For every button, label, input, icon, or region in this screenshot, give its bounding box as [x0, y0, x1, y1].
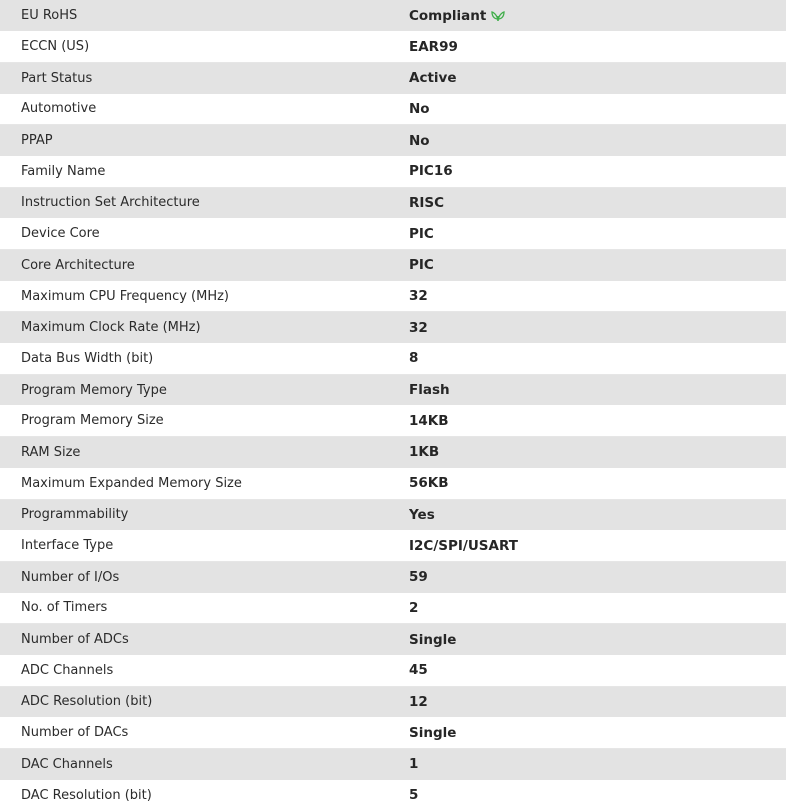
spec-value: 1 — [409, 756, 419, 773]
spec-value-cell — [409, 250, 786, 281]
spec-value: 56KB — [409, 475, 449, 492]
spec-label: Interface Type — [21, 538, 114, 554]
spec-label: Maximum Clock Rate (MHz) — [21, 320, 201, 336]
spec-label: RAM Size — [21, 444, 81, 460]
spec-value: PIC — [409, 257, 434, 274]
spec-row — [0, 561, 786, 592]
leaf-icon — [491, 10, 505, 22]
spec-value-cell — [409, 499, 786, 530]
spec-label: Data Bus Width (bit) — [21, 350, 154, 366]
spec-label: Programmability — [21, 507, 129, 523]
spec-row — [0, 749, 786, 780]
spec-row — [0, 94, 786, 125]
spec-row — [0, 593, 786, 624]
spec-value: RISC — [409, 194, 445, 211]
spec-value: Single — [409, 631, 457, 648]
spec-row — [0, 717, 786, 748]
spec-label: ADC Channels — [21, 662, 114, 678]
spec-value-cell — [409, 343, 786, 374]
spec-label: Core Architecture — [21, 257, 135, 273]
spec-row — [0, 250, 786, 281]
spec-value: I2C/SPI/USART — [409, 537, 518, 554]
spec-label: Number of DACs — [21, 725, 129, 741]
spec-value-cell — [409, 94, 786, 125]
spec-label: Number of ADCs — [21, 632, 129, 648]
spec-row — [0, 530, 786, 561]
spec-row — [0, 125, 786, 156]
spec-value: Single — [409, 724, 457, 741]
spec-label: Program Memory Type — [21, 382, 167, 398]
spec-row — [0, 187, 786, 218]
spec-value: EAR99 — [409, 38, 458, 55]
spec-label: DAC Channels — [21, 756, 113, 772]
spec-label: Instruction Set Architecture — [21, 195, 200, 211]
spec-label: Family Name — [21, 163, 106, 179]
spec-value-cell — [409, 561, 786, 592]
spec-value-cell — [409, 717, 786, 748]
spec-row — [0, 156, 786, 187]
spec-row — [0, 405, 786, 436]
spec-row — [0, 281, 786, 312]
spec-row — [0, 437, 786, 468]
spec-row — [0, 655, 786, 686]
spec-row — [0, 0, 786, 31]
spec-label: EU RoHS — [21, 8, 78, 24]
spec-value-cell — [409, 468, 786, 499]
spec-label: Automotive — [21, 101, 97, 117]
spec-row — [0, 374, 786, 405]
spec-value: 59 — [409, 569, 428, 586]
spec-label: Maximum Expanded Memory Size — [21, 475, 242, 491]
spec-label: Part Status — [21, 70, 93, 86]
spec-value: 32 — [409, 288, 428, 305]
spec-row — [0, 468, 786, 499]
spec-label: Device Core — [21, 226, 100, 242]
spec-value: Flash — [409, 382, 450, 399]
spec-value: Active — [409, 70, 457, 87]
spec-row — [0, 218, 786, 249]
spec-value-cell — [409, 125, 786, 156]
spec-value: 32 — [409, 319, 428, 336]
spec-value-cell — [409, 31, 786, 62]
spec-row — [0, 624, 786, 655]
spec-value: 8 — [409, 350, 419, 367]
spec-value-cell — [409, 624, 786, 655]
spec-value-cell — [409, 655, 786, 686]
spec-label: Maximum CPU Frequency (MHz) — [21, 288, 229, 304]
spec-row — [0, 499, 786, 530]
spec-row — [0, 343, 786, 374]
spec-label: DAC Resolution (bit) — [21, 787, 152, 803]
spec-value: No — [409, 132, 430, 149]
spec-value-cell — [409, 0, 786, 31]
spec-value-cell — [409, 749, 786, 780]
spec-value-cell — [409, 686, 786, 717]
spec-label: Number of I/Os — [21, 569, 120, 585]
spec-value-cell — [409, 62, 786, 93]
spec-row — [0, 62, 786, 93]
spec-value: PIC16 — [409, 163, 453, 180]
spec-value-cell — [409, 437, 786, 468]
spec-value: No — [409, 100, 430, 117]
spec-row — [0, 312, 786, 343]
spec-label: ECCN (US) — [21, 39, 90, 55]
spec-value: 12 — [409, 693, 428, 710]
spec-label: No. of Timers — [21, 600, 108, 616]
spec-value: 14KB — [409, 412, 449, 429]
spec-value-cell — [409, 780, 786, 810]
spec-value: PIC — [409, 225, 434, 242]
spec-value-cell — [409, 593, 786, 624]
spec-value: 45 — [409, 662, 428, 679]
spec-value-cell — [409, 405, 786, 436]
spec-value-cell — [409, 187, 786, 218]
spec-value: 5 — [409, 787, 419, 804]
spec-value-cell — [409, 374, 786, 405]
spec-value: Yes — [409, 506, 435, 523]
spec-value-cell — [409, 218, 786, 249]
spec-value-cell — [409, 156, 786, 187]
spec-value-cell — [409, 312, 786, 343]
spec-value: 1KB — [409, 444, 440, 461]
spec-row — [0, 31, 786, 62]
spec-value-cell — [409, 281, 786, 312]
spec-label: Program Memory Size — [21, 413, 164, 429]
spec-row — [0, 780, 786, 810]
spec-value-cell — [409, 530, 786, 561]
spec-row — [0, 686, 786, 717]
spec-label: ADC Resolution (bit) — [21, 694, 153, 710]
spec-value: 2 — [409, 599, 419, 616]
spec-label: PPAP — [21, 133, 53, 149]
spec-value: Compliant — [409, 7, 487, 24]
